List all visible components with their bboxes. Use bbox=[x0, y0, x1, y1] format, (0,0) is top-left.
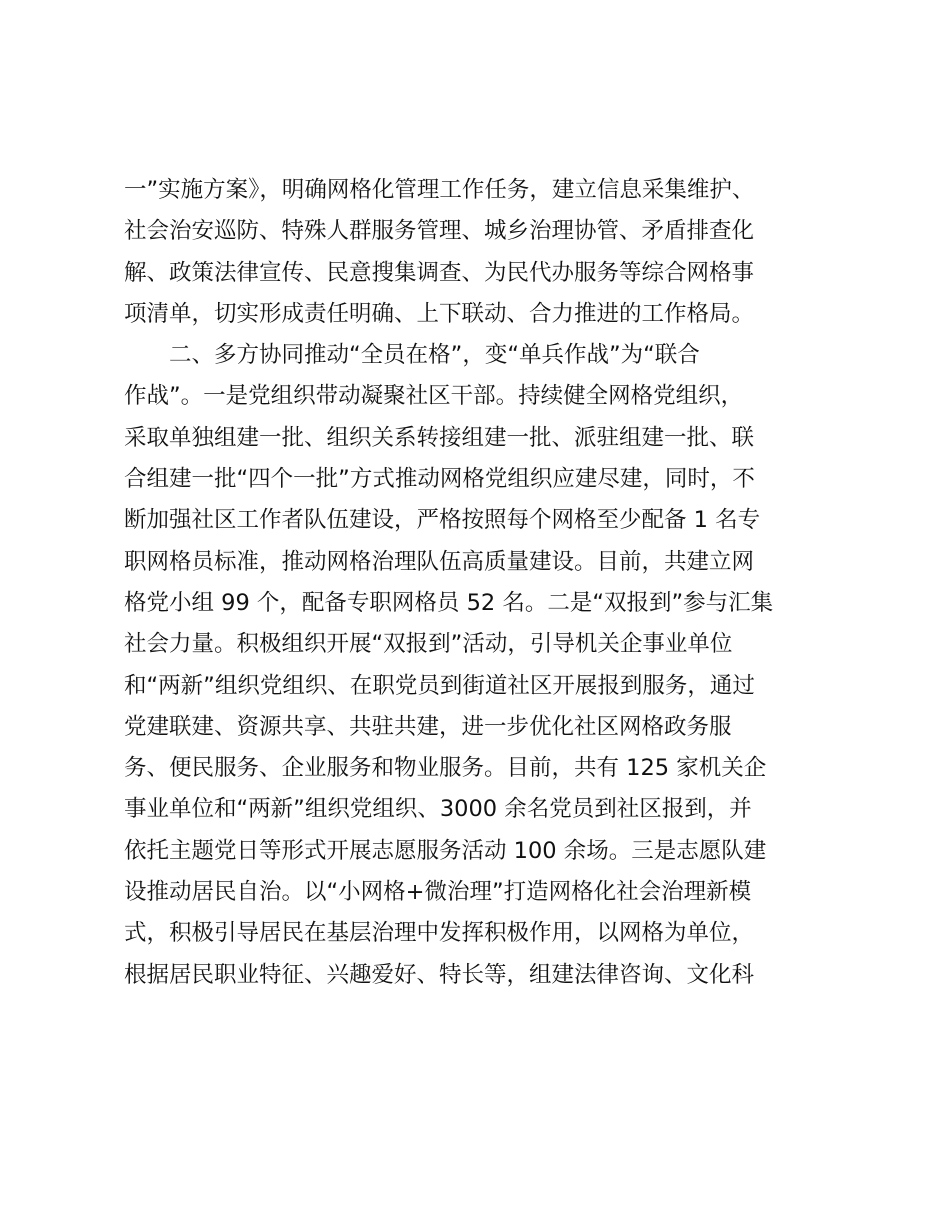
text-line-3: 解、政策法律宣传、民意搜集调查、为民代办服务等综合网格事 bbox=[124, 259, 755, 286]
text-line-7: 采取单独组建一批、组织关系转接组建一批、派驻组建一批、联 bbox=[124, 424, 755, 451]
text-line-13: 和“两新”组织党组织、在职党员到街道社区开展报到服务，通过 bbox=[124, 672, 755, 699]
text-line-15: 务、便民服务、企业服务和物业服务。目前，共有 125 家机关企 bbox=[124, 755, 767, 782]
text-line-18: 设推动居民自治。以“小网格+微治理”打造网格化社会治理新模 bbox=[124, 879, 752, 906]
text-line-1: 一”实施方案》，明确网格化管理工作任务，建立信息采集维护、 bbox=[124, 177, 755, 203]
text-line-11: 格党小组 99 个，配备专职网格员 52 名。二是“双报到”参与汇集 bbox=[124, 589, 774, 616]
text-line-17: 依托主题党日等形式开展志愿服务活动 100 余场。三是志愿队建 bbox=[124, 837, 767, 864]
text-line-6: 作战”。一是党组织带动凝聚社区干部。持续健全网格党组织， bbox=[124, 383, 744, 410]
text-line-10: 职网格员标准，推动网格治理队伍高质量建设。目前，共建立网 bbox=[124, 548, 755, 575]
text-line-16: 事业单位和“两新”组织党组织、3000 余名党员到社区报到，并 bbox=[124, 796, 752, 823]
text-line-20: 根据居民职业特征、兴趣爱好、特长等，组建法律咨询、文化科 bbox=[124, 961, 755, 988]
text-line-4: 项清单，切实形成责任明确、上下联动、合力推进的工作格局。 bbox=[124, 300, 755, 327]
text-line-12: 社会力量。积极组织开展“双报到”活动，引导机关企事业单位 bbox=[124, 631, 733, 658]
text-line-8: 合组建一批“四个一批”方式推动网格党组织应建尽建，同时，不 bbox=[124, 466, 755, 493]
text-line-5: 二、多方协同推动“全员在格”，变“单兵作战”为“联合 bbox=[124, 342, 700, 369]
text-line-14: 党建联建、资源共享、共驻共建，进一步优化社区网格政务服 bbox=[124, 713, 732, 740]
text-line-19: 式，积极引导居民在基层治理中发挥积极作用，以网格为单位， bbox=[124, 920, 755, 947]
body-text bbox=[124, 170, 836, 996]
text-line-2: 社会治安巡防、特殊人群服务管理、城乡治理协管、矛盾排查化 bbox=[124, 218, 755, 245]
text-line-9: 断加强社区工作者队伍建设，严格按照每个网格至少配备 1 名专 bbox=[124, 507, 761, 534]
